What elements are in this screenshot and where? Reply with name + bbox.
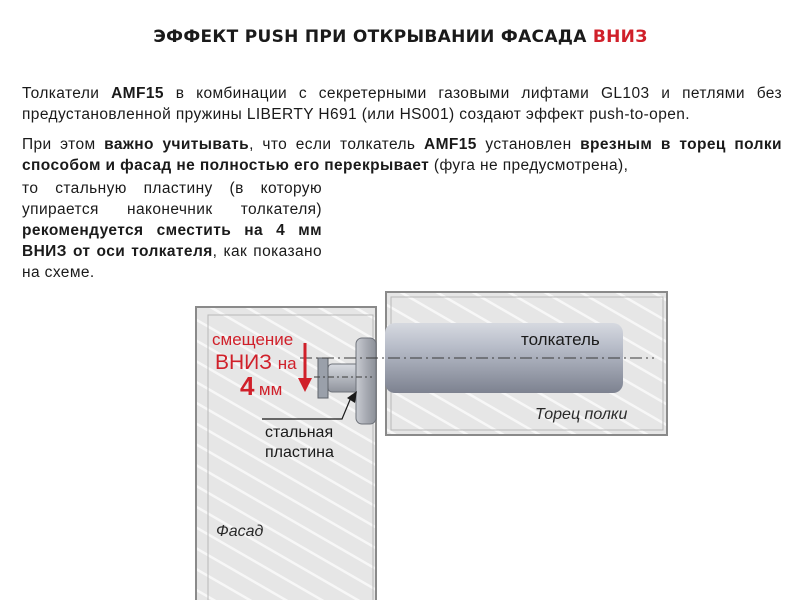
plate-label-line2: пластина [265,444,334,461]
steel-plate [318,358,328,398]
offset-label-line1: смещение [212,330,294,349]
facade-label: Фасад [216,523,264,540]
p3-text-2: , как показано на схеме. [22,243,322,281]
pusher-label: толкатель [521,330,600,349]
p2-text-1: При этом [22,136,105,153]
p2-bold-1: важно учитывать [104,136,250,153]
plate-label-line1: стальная [265,424,334,441]
p3-bold-1: рекомендуется сместить на 4 мм ВНИЗ от оси толкателя [22,222,322,260]
offset-value-label: 4 мм [240,371,283,401]
offset-label-line2: ВНИЗ на [215,351,297,374]
p3-text-1: то стальную пластину (в которую упирается наконечник толкателя) [22,180,322,218]
title-main: ЭФФЕКТ PUSH ПРИ ОТКРЫВАНИИ ФАСАДА [153,27,587,47]
p2-bold-2: AMF15 [423,136,477,153]
p1-text-2: в комбинации с секретерными газовыми лифтами GL103 и петлями без предустановленной пружины LIBERTY H691 (или HS001) создают эффект push-to-open. [22,85,782,123]
p2-text-4: (фуга не предусмотрена), [429,157,629,174]
p2-text-3: установлен [476,136,581,153]
p1-bold-1: AMF15 [111,85,164,102]
shelf-edge-label: Торец полки [535,406,628,423]
p2-text-2: , что если толкатель [249,136,424,153]
p2-bold-3: врезным в торец полки способом и фасад не полностью его перекрывает [22,136,782,174]
title-accent: ВНИЗ [592,27,648,47]
p1-text-1: Толкатели [22,85,112,102]
